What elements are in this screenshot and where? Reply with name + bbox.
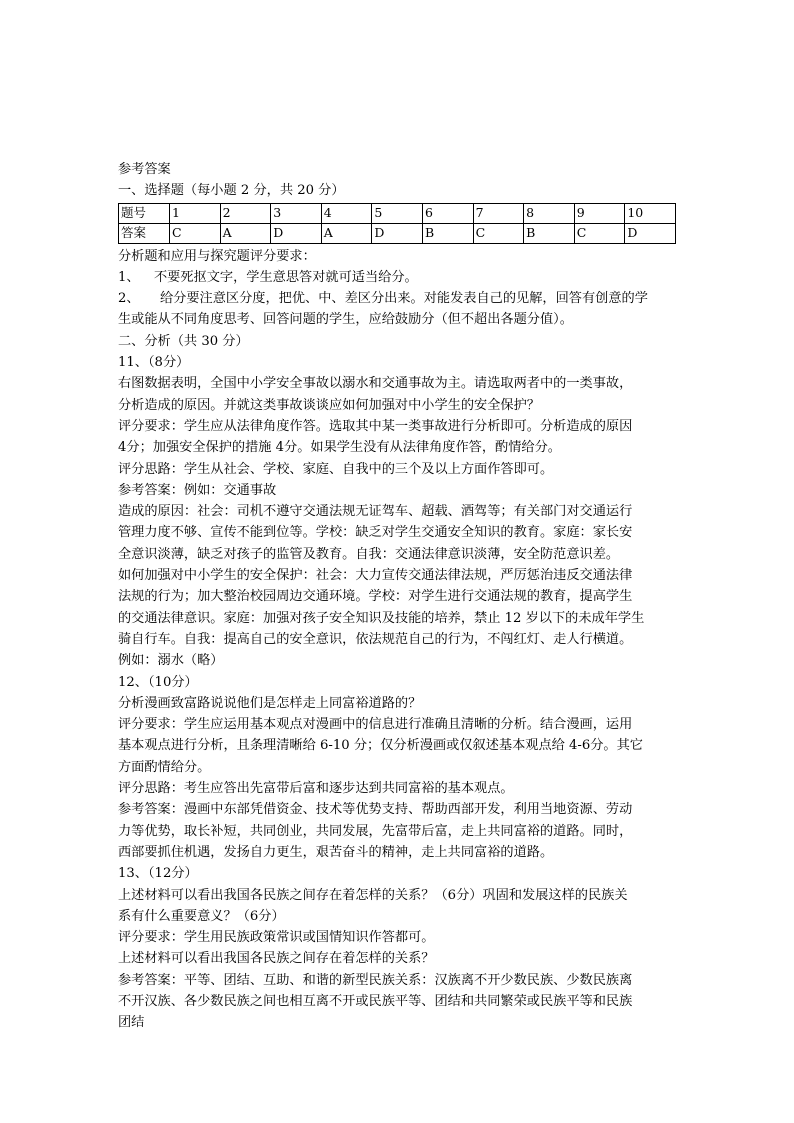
document-title: 参考答案 xyxy=(118,162,171,177)
text-line: 骑自行车。自我：提高自己的安全意识，依法规范自己的行为，不闯红灯、走人行横道。 xyxy=(118,631,633,647)
table-cell: 3 xyxy=(271,203,322,223)
text-line: 上述材料可以看出我国各民族之间存在着怎样的关系？（6分）巩固和发展这样的民族关 xyxy=(118,887,628,903)
table-cell: A xyxy=(321,223,372,243)
table-header-cell: 题号 xyxy=(119,203,170,223)
text-line: 参考答案：平等、团结、互助、和谐的新型民族关系：汉族离不开少数民族、少数民族离 xyxy=(118,972,633,988)
requirement-item-2 xyxy=(118,288,678,309)
table-cell: 4 xyxy=(321,203,372,223)
requirement-text: 不要死抠文字，学生意思答对就可适当给分。 xyxy=(154,269,418,285)
text-line: 西部要抓住机遇，发扬自力更生，艰苦奋斗的精神，走上共同富裕的道路。 xyxy=(118,844,554,860)
text-line: 参考答案：例如：交通事故 xyxy=(118,482,277,498)
q13-label: 13、（12分） xyxy=(118,866,198,882)
q11-label: 11、（8分） xyxy=(118,355,190,371)
table-cell: 2 xyxy=(220,203,271,223)
q12-label: 12、（10分） xyxy=(118,674,198,690)
text-line: 右图数据表明，全国中小学安全事故以溺水和交通事故为主。请选取两者中的一类事故， xyxy=(118,376,633,392)
text-line: 系有什么重要意义？（6分） xyxy=(118,908,285,924)
text-line: 4分；加强安全保护的措施 4分。如果学生没有从法律角度作答，酌情给分。 xyxy=(118,440,561,456)
text-line: 例如：溺水（略） xyxy=(118,653,224,669)
table-header-cell: 答案 xyxy=(119,223,170,243)
section1-heading: 一、选择题（每小题 2 分，共 20 分） xyxy=(118,183,345,199)
table-cell: 10 xyxy=(625,203,676,223)
requirement-item-1 xyxy=(118,267,678,288)
text-line: 分析漫画致富路说说他们是怎样走上同富裕道路的？ xyxy=(118,695,422,711)
table-cell: C xyxy=(170,223,221,243)
text-line: 法规的行为；加大整治校园周边交通环境。学校：对学生进行交通法规的教育，提高学生 xyxy=(118,589,633,605)
requirement-item-2-cont: 生或能从不同角度思考、回答问题的学生，应给鼓励分（但不超出各题分值）。 xyxy=(118,312,573,328)
list-number: 2、 xyxy=(118,291,140,307)
table-cell: B xyxy=(524,223,575,243)
section2-heading: 二、分析（共 30 分） xyxy=(118,333,249,349)
table-cell: 7 xyxy=(473,203,524,223)
requirements-intro: 分析题和应用与探究题评分要求： xyxy=(118,248,316,264)
text-line: 不开汉族、各少数民族之间也相互离不开或民族平等、团结和共同繁荣或民族平等和民族 xyxy=(118,993,633,1009)
table-cell: D xyxy=(271,223,322,243)
text-line: 评分要求：学生用民族政策常识或国情知识作答都可。 xyxy=(118,930,435,946)
answer-document xyxy=(118,159,678,1034)
text-line: 评分要求：学生应运用基本观点对漫画中的信息进行准确且清晰的分析。结合漫画，运用 xyxy=(118,717,633,733)
table-row-answers xyxy=(119,223,676,243)
table-cell: D xyxy=(625,223,676,243)
text-line: 的交通法律意识。家庭：加强对孩子安全知识及技能的培养，禁止 12 岁以下的未成年学生 xyxy=(118,610,645,626)
table-cell: B xyxy=(422,223,473,243)
text-line: 评分要求：学生应从法律角度作答。选取其中某一类事故进行分析即可。分析造成的原因 xyxy=(118,418,633,434)
answer-table xyxy=(118,203,676,244)
table-cell: 8 xyxy=(524,203,575,223)
text-line: 上述材料可以看出我国各民族之间存在着怎样的关系？ xyxy=(118,951,435,967)
text-line: 评分思路：考生应答出先富带后富和逐步达到共同富裕的基本观点。 xyxy=(118,781,514,797)
text-line: 评分思路：学生从社会、学校、家庭、自我中的三个及以上方面作答即可。 xyxy=(118,461,554,477)
text-line: 方面酌情给分。 xyxy=(118,759,211,775)
text-line: 力等优势，取长补短，共同创业，共同发展，先富带后富，走上共同富裕的道路。同时， xyxy=(118,823,633,839)
text-line: 管理力度不够、宣传不能到位等。学校：缺乏对学生交通安全知识的教育。家庭：家长安 xyxy=(118,525,633,541)
text-line: 参考答案：漫画中东部凭借资金、技术等优势支持、帮助西部开发，利用当地资源、劳动 xyxy=(118,802,633,818)
table-cell: 5 xyxy=(372,203,423,223)
text-line: 造成的原因：社会：司机不遵守交通法规无证驾车、超载、酒驾等；有关部门对交通运行 xyxy=(118,504,633,520)
table-cell: C xyxy=(574,223,625,243)
text-line: 基本观点进行分析，且条理清晰给 6-10 分；仅分析漫画或仅叙述基本观点给 4-6分。其它 xyxy=(118,738,643,754)
requirement-text: 给分要注意区分度，把优、中、差区分出来。对能发表自己的见解，回答有创意的学 xyxy=(160,291,648,307)
table-cell: C xyxy=(473,223,524,243)
list-number: 1、 xyxy=(118,269,140,285)
text-line: 如何加强对中小学生的安全保护：社会：大力宣传交通法律法规，严厉惩治违反交通法律 xyxy=(118,568,633,584)
table-cell: 1 xyxy=(170,203,221,223)
text-line: 全意识淡薄，缺乏对孩子的监管及教育。自我：交通法律意识淡薄，安全防范意识差。 xyxy=(118,546,620,562)
text-line: 团结 xyxy=(118,1015,145,1031)
table-cell: 9 xyxy=(574,203,625,223)
table-cell: D xyxy=(372,223,423,243)
table-cell: 6 xyxy=(422,203,473,223)
text-line: 分析造成的原因。并就这类事故谈谈应如何加强对中小学生的安全保护？ xyxy=(118,397,540,413)
table-cell: A xyxy=(220,223,271,243)
table-row-numbers xyxy=(119,203,676,223)
